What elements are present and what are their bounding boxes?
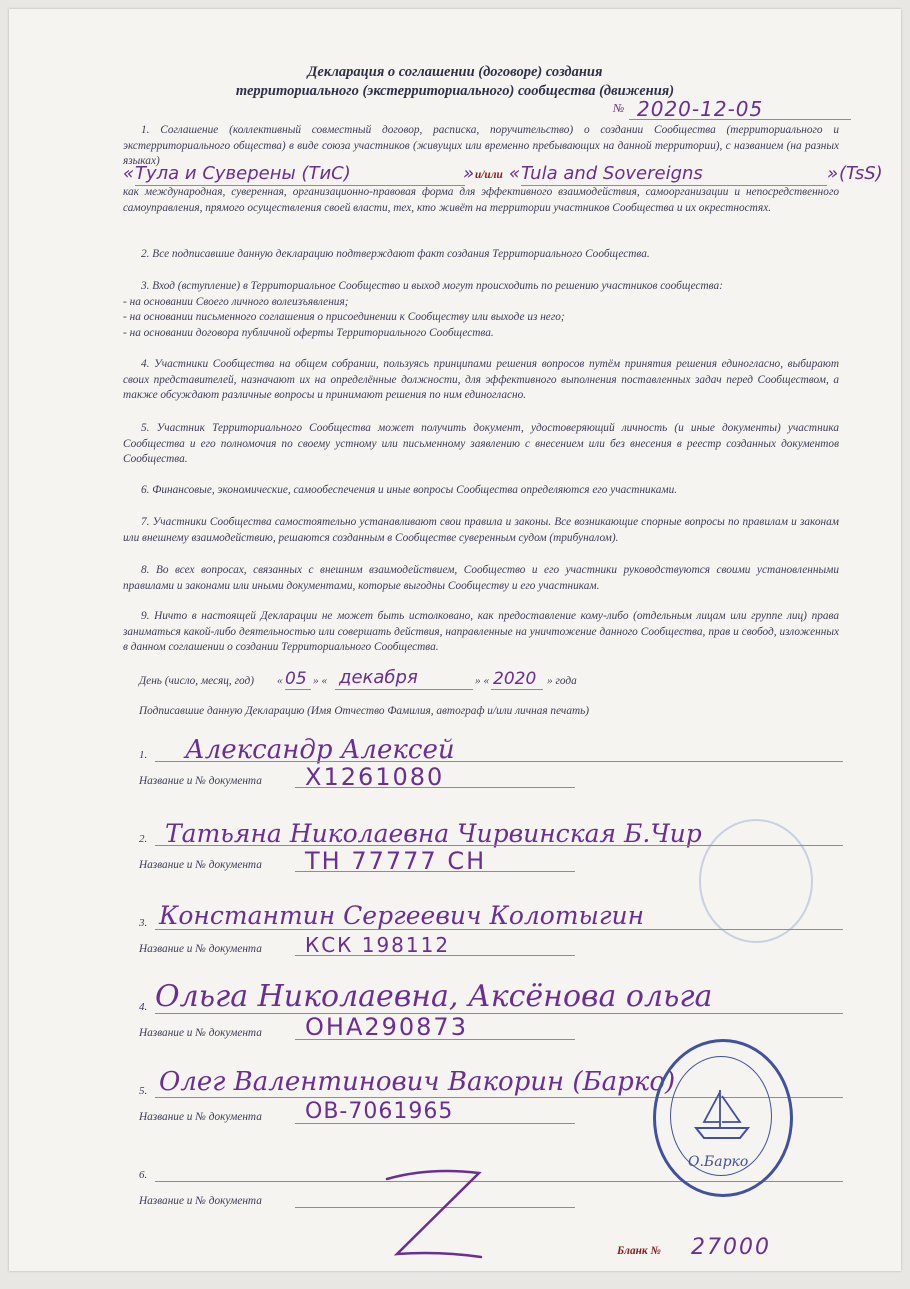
doc-label: Название и № документа bbox=[139, 859, 262, 871]
signer-doc-number: КСК 198112 bbox=[305, 933, 451, 957]
doc-line bbox=[295, 955, 575, 956]
faint-stamp-icon bbox=[699, 819, 813, 943]
signer-doc-number: Х1261080 bbox=[305, 763, 445, 791]
doc-line bbox=[295, 787, 575, 788]
doc-label: Название и № документа bbox=[139, 943, 262, 955]
date-year-underline bbox=[491, 689, 543, 690]
clause-8 bbox=[123, 563, 839, 594]
clause-7 bbox=[123, 515, 839, 546]
signer-number: 2. bbox=[139, 833, 148, 845]
signers-heading: Подписавшие данную Декларацию (Имя Отчество Фамилия, автограф и/или личная печать) bbox=[139, 705, 590, 717]
date-suffix: » года bbox=[547, 675, 577, 687]
date-month-underline bbox=[335, 689, 473, 690]
clause-1-b bbox=[123, 185, 839, 216]
clause-2-text: 2. Все подписавшие данную декларацию подтверждают факт создания Территориального Сообщества. bbox=[141, 248, 650, 260]
date-quote: « bbox=[277, 675, 283, 687]
signer-number: 4. bbox=[139, 1001, 148, 1013]
doc-label: Название и № документа bbox=[139, 1111, 262, 1123]
doc-line bbox=[295, 1039, 575, 1040]
signer-line bbox=[155, 761, 843, 762]
signer-signature: Александр Алексей bbox=[185, 735, 455, 765]
clause-6-text: 6. Финансовые, экономические, самообеспечения и иные вопросы Сообщества определяются его участниками. bbox=[141, 484, 678, 496]
signer-signature: Константин Сергеевич Колотыгин bbox=[159, 901, 645, 930]
date-line bbox=[139, 667, 739, 695]
clause-9 bbox=[123, 609, 839, 656]
clause-3 bbox=[123, 279, 839, 341]
doc-label: Название и № документа bbox=[139, 1027, 262, 1039]
signer-number: 6. bbox=[139, 1169, 148, 1181]
stamp-signature: О.Барко bbox=[688, 1154, 749, 1170]
doc-line bbox=[295, 871, 575, 872]
and-or-label: и/или bbox=[475, 169, 503, 181]
date-day-underline bbox=[285, 689, 311, 690]
date-day: 05 bbox=[285, 669, 307, 689]
community-abbr-en: (TsS) bbox=[839, 163, 883, 184]
blank-label: Бланк № bbox=[617, 1245, 661, 1257]
clause-2 bbox=[123, 247, 839, 263]
quote-close-1: » bbox=[463, 163, 475, 184]
clause-3-item: - на основании Своего личного волеизъявления; bbox=[123, 295, 349, 308]
clause-9-text: 9. Ничто в настоящей Декларации не может быть истолковано, как предоставление кому-либо (отдельным лицам или группе лиц) права заниматься какой-либо деятельностью или совершать действия, направленные на уничтожение данного Сообщества, прав и свобод, изложенных в данном соглашении о создании Территориального Сообщества. bbox=[123, 610, 839, 654]
signer-doc-number: ОВ-7061965 bbox=[305, 1099, 454, 1124]
document-page bbox=[9, 9, 901, 1271]
signer-number: 5. bbox=[139, 1085, 148, 1097]
date-month: декабря bbox=[339, 667, 418, 688]
title-line-1: Декларация о соглашении (договоре) создания bbox=[307, 64, 603, 80]
clause-8-text: 8. Во всех вопросах, связанных с внешним взаимодействием, Сообщество и его участники руководствуются своими установленными правилами и законами или иными документами, которые выгодны Сообществу и его участникам. bbox=[123, 564, 839, 592]
quote-open-2: « bbox=[509, 163, 521, 184]
ship-icon bbox=[690, 1082, 754, 1146]
signer-signature: Ольга Николаевна, Аксёнова ольга bbox=[155, 979, 713, 1014]
signer-signature: Олег Валентинович Вакорин (Барко) bbox=[159, 1067, 676, 1097]
quote-close-2: » bbox=[827, 163, 839, 184]
date-prefix: День (число, месяц, год) bbox=[139, 675, 254, 687]
clause-5 bbox=[123, 421, 839, 468]
document-number-value: 2020-12-05 bbox=[637, 97, 764, 121]
blank-number: 27000 bbox=[691, 1235, 771, 1260]
clause-1-text-a: 1. Соглашение (коллективный совместный договор, расписка, поручительство) о создании Сообщества (территориального и экстерриториального общества) в виде союза участников (живущих или временно пребывающих на данной территории), с названием (на разных языках) bbox=[123, 124, 839, 168]
community-name-ru: Тула и Суверены (ТиС) bbox=[135, 163, 351, 184]
document-number-prefix: № bbox=[613, 101, 625, 115]
clause-4 bbox=[123, 357, 839, 404]
document-number-line bbox=[629, 119, 851, 120]
clause-6 bbox=[123, 483, 839, 499]
clause-3-intro: 3. Вход (вступление) в Территориальное Сообщество и выход могут происходить по решению участников сообщества: bbox=[141, 280, 723, 292]
clause-5-text: 5. Участник Территориального Сообщества может получить документ, удостоверяющий личность (и иные документы) участника Сообщества и его полномочия по своему устному или письменному заявлению с внесением или без внесения в реестр созданных документов Сообщества. bbox=[123, 422, 839, 466]
signer-doc-number: ОНА290873 bbox=[305, 1013, 468, 1041]
quote-open-1: « bbox=[123, 163, 135, 184]
clause-3-item: - на основании договора публичной оферты Территориального Сообщества. bbox=[123, 326, 494, 339]
clause-7-text: 7. Участники Сообщества самостоятельно устанавливают свои правила и законы. Все возникающие спорные вопросы по правилам и законам или внешнему взаимодействию, решаются созданным в Сообществе суверенным судом (трибуналом). bbox=[123, 516, 839, 544]
clause-1-text-b: как международная, суверенная, организационно-правовая форма для эффективного взаимодействия, самоорганизации и непосредственного самоуправления, прямого осуществления своей власти, тех, кто живёт на территории участников Сообщества и их окрестностях. bbox=[123, 186, 839, 214]
date-quote: » « bbox=[313, 675, 328, 687]
date-year: 2020 bbox=[493, 669, 537, 689]
clause-4-text: 4. Участники Сообщества на общем собрании, пользуясь принципами решения вопросов путём принятия решения единогласно, выбирают своих представителей, назначают их на определённые должности, для эффективного выполнения поставленных задач перед Сообществом, а также обсуждают различные вопросы и принимают решения по ним единогласно. bbox=[123, 358, 839, 402]
title-line-2: территориального (экстерриториального) сообщества (движения) bbox=[235, 83, 675, 99]
doc-label: Название и № документа bbox=[139, 775, 262, 787]
document-title bbox=[9, 63, 901, 101]
signer-number: 3. bbox=[139, 917, 148, 929]
signer-signature: Татьяна Николаевна Чирвинская Б.Чир bbox=[165, 819, 702, 848]
signer-number: 1. bbox=[139, 749, 148, 761]
clause-3-item: - на основании письменного соглашения о присоединении к Сообществу или выходе из него; bbox=[123, 311, 565, 324]
doc-label: Название и № документа bbox=[139, 1195, 262, 1207]
doc-line bbox=[295, 1123, 575, 1124]
signer-doc-number: ТН 77777 СН bbox=[305, 847, 487, 875]
community-name-en: Tula and Sovereigns bbox=[521, 163, 703, 184]
official-stamp-icon bbox=[653, 1039, 793, 1197]
signer-line bbox=[155, 1013, 843, 1014]
strike-mark-icon bbox=[379, 1159, 489, 1269]
date-quote: » « bbox=[475, 675, 490, 687]
